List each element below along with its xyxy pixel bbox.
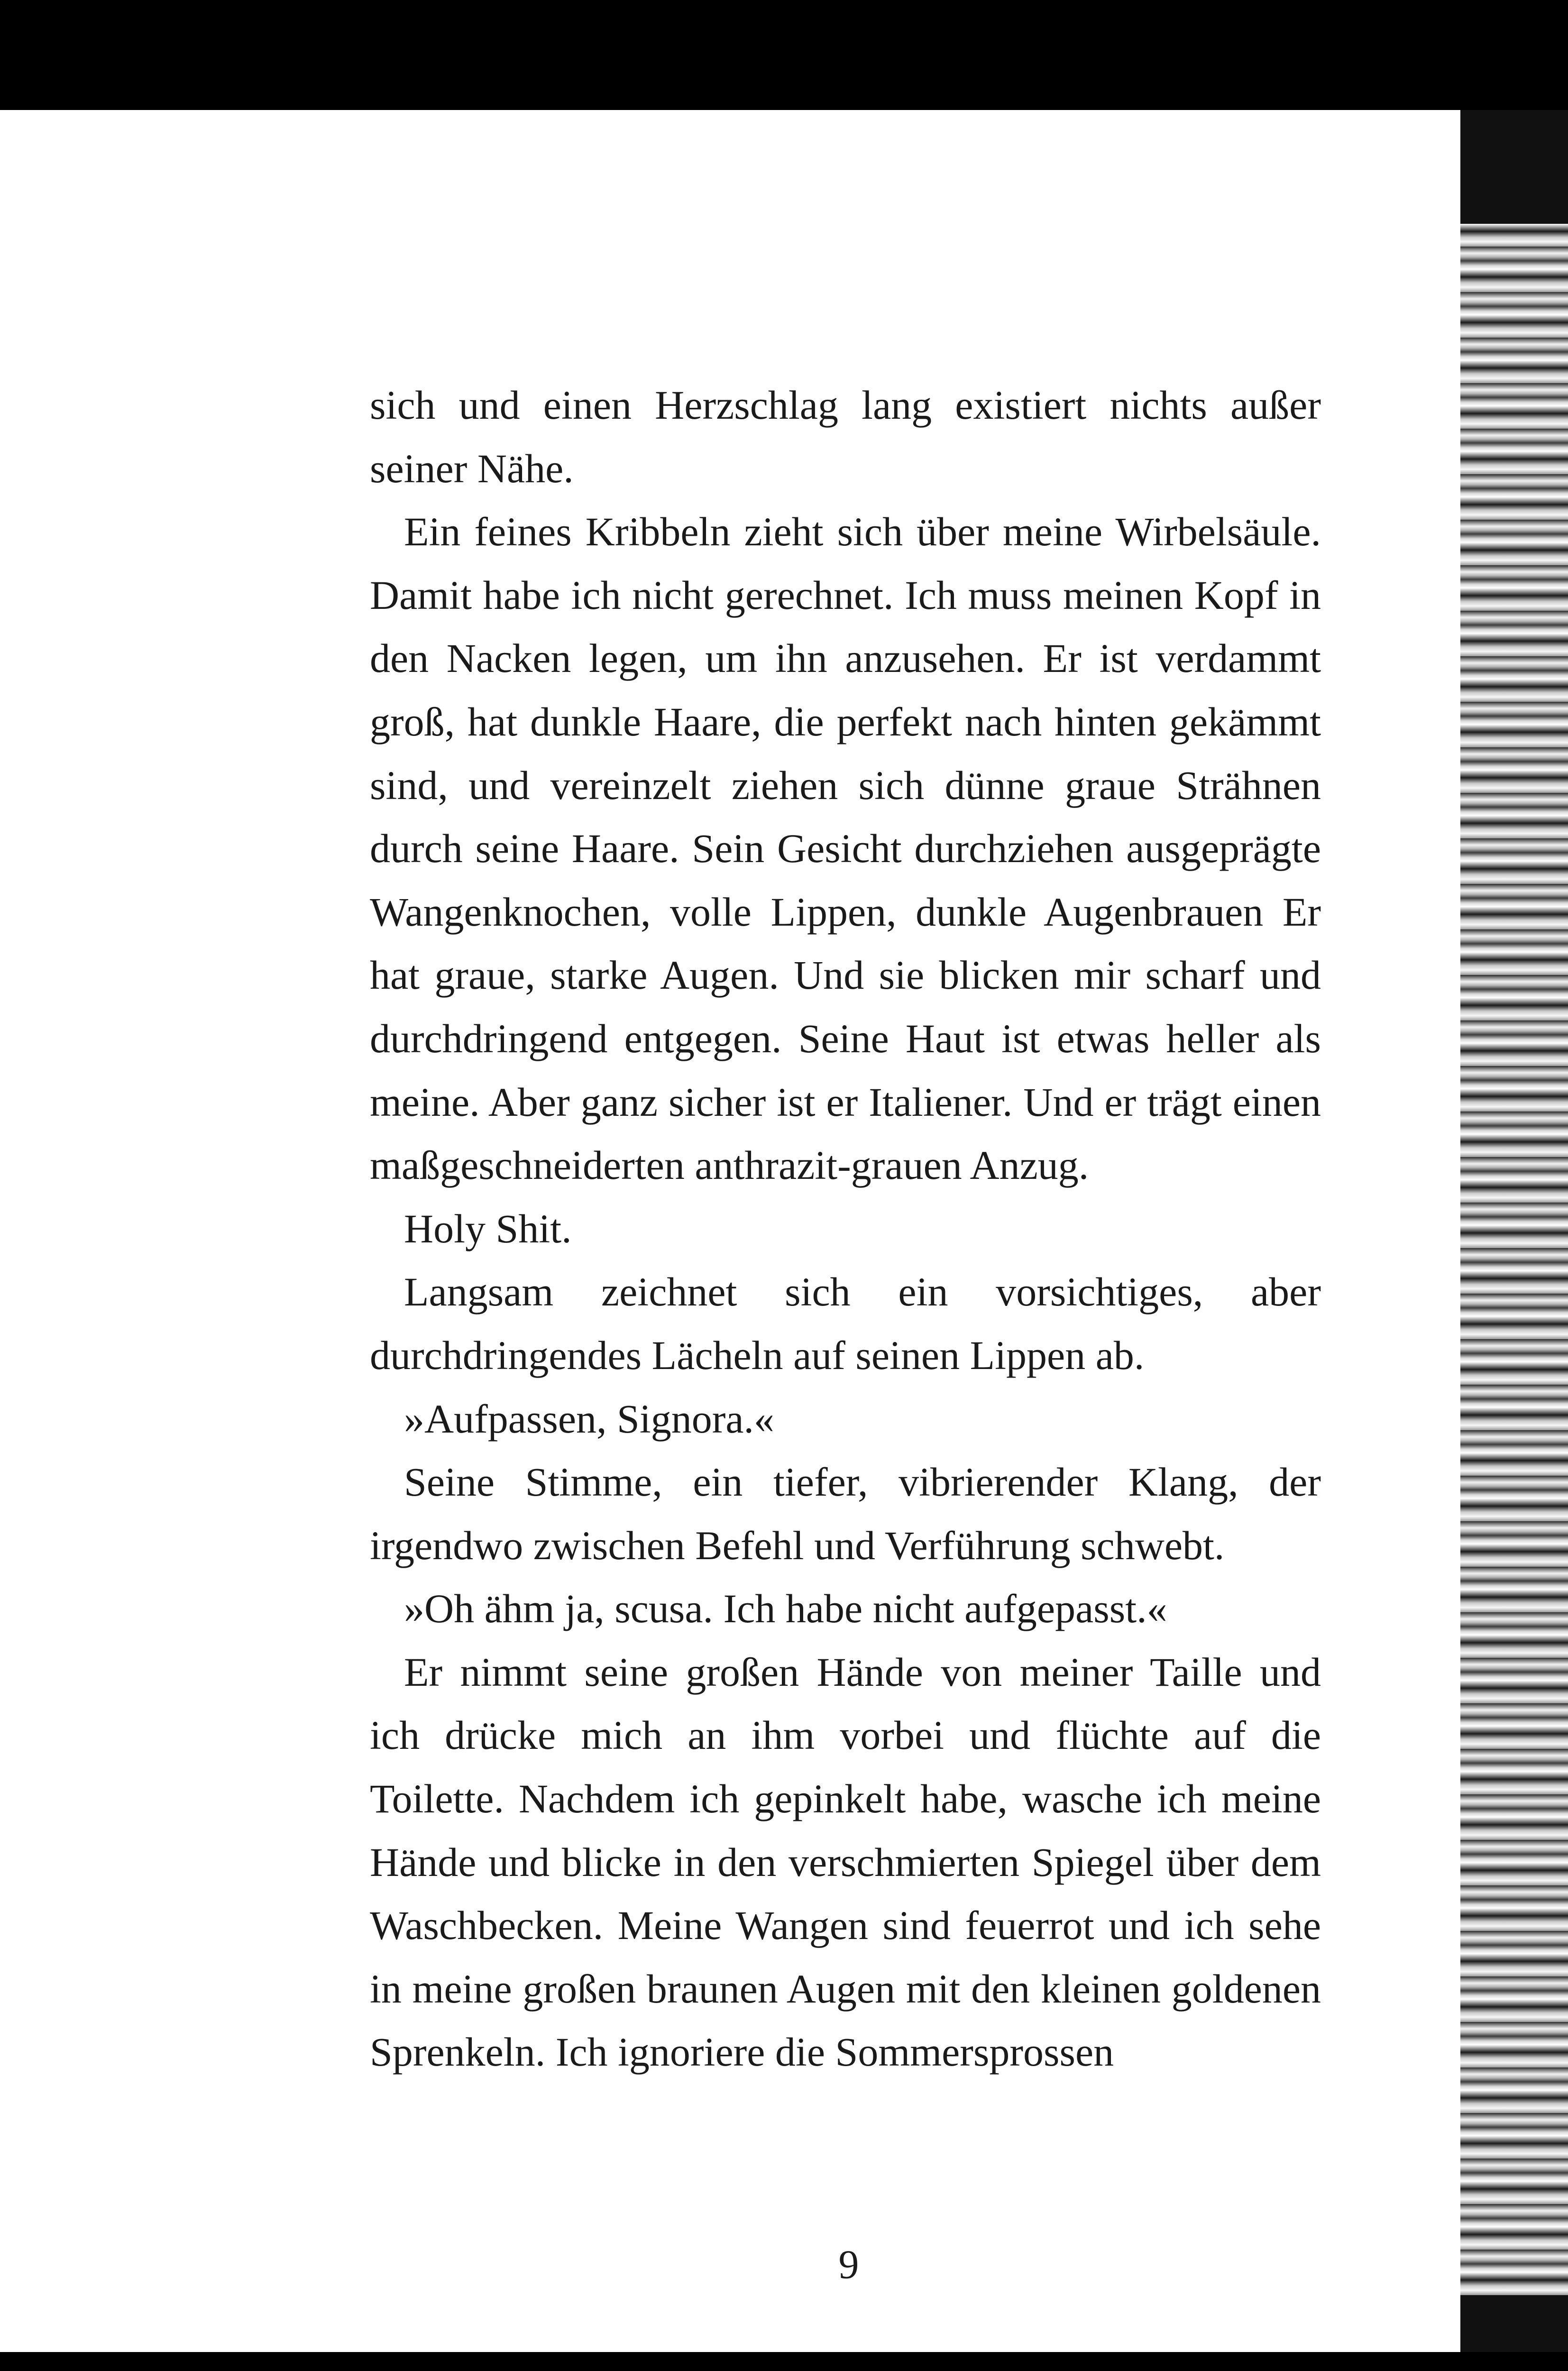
page-edge-shadow-bottom [1460,2295,1568,2352]
page-edge-shadow-top [1460,110,1568,224]
paragraph: »Aufpassen, Signora.« [404,1396,775,1442]
page-number: 9 [838,2242,859,2287]
paragraph: Langsam zeichnet sich ein vorsichtiges, aber durchdringendes Lächeln auf seinen Lippen ab. [370,1269,1321,1378]
page-stack-edge [1460,110,1568,2352]
paragraph: »Oh ähm ja, scusa. Ich habe nicht aufgepasst.« [404,1586,1167,1632]
paragraph: sich und einen Herzschlag lang existiert nichts außer seiner Nähe. [370,382,1321,491]
paragraph: Holy Shit. [404,1205,572,1251]
body-text [370,374,1321,2084]
paragraph: Ein feines Kribbeln zieht sich über meine Wirbelsäule. Damit habe ich nicht gerechnet. Ich muss meinen Kopf in den Nacken legen, um ihn anzusehen. Er ist verdammt groß, hat dunkle Haare, die perfekt nach hinten gekämmt sind, und vereinzelt ziehen sich dünne graue Strähnen durch seine Haare. Sein Gesicht durchziehen ausgeprägte Wangenknochen, volle Lippen, dunkle Augenbrauen Er hat graue, starke Augen. Und sie blicken mir scharf und durchdringend entgegen. Seine Haut ist etwas heller als meine. Aber ganz sicher ist er Italiener. Und er trägt einen maßgeschneiderten anthrazit-grauen Anzug. [370,509,1321,1188]
paragraph: Er nimmt seine großen Hände von meiner Taille und ich drücke mich an ihm vorbei und flüchte auf die Toilette. Nachdem ich gepinkelt habe, wasche ich meine Hände und blicke in den verschmierten Spiegel über dem Waschbecken. Meine Wangen sind feuerrot und ich sehe in meine großen braunen Augen mit den kleinen goldenen Sprenkeln. Ich ignoriere die Sommersprossen [370,1649,1321,2075]
top-black-band [0,0,1568,110]
bottom-black-band [0,2352,1568,2371]
paragraph: Seine Stimme, ein tiefer, vibrierender Klang, der irgendwo zwischen Befehl und Verführung schwebt. [370,1459,1321,1568]
